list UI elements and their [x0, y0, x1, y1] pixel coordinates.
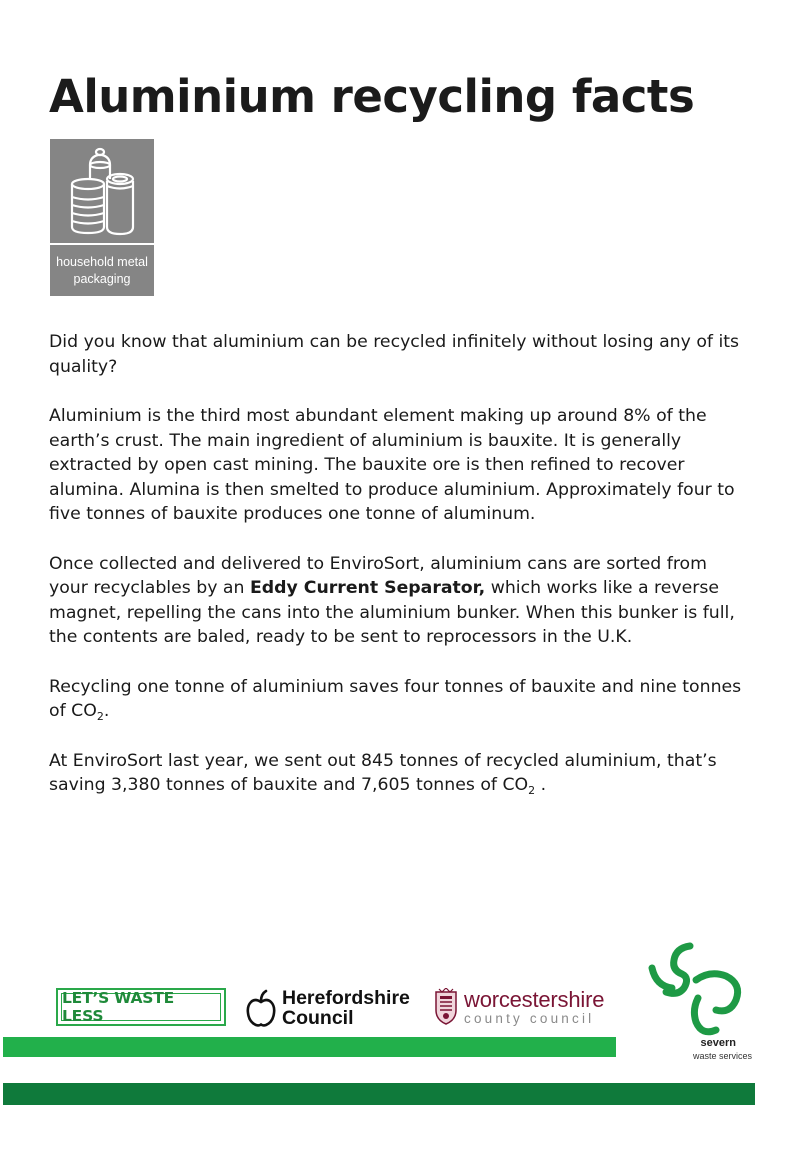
eddy-current-separator-term: Eddy Current Separator, — [249, 578, 486, 598]
page-title: Aluminium recycling facts — [49, 70, 695, 123]
coat-of-arms-icon — [434, 988, 458, 1026]
apple-icon — [246, 989, 276, 1027]
paragraph-savings-per-tonne: Recycling one tonne of aluminium saves four tonnes of bauxite and nine tonnes of $CO_2$. — [49, 676, 742, 723]
herefordshire-council-logo: Herefordshire Council — [246, 988, 410, 1028]
bright-green-bar — [3, 1037, 616, 1057]
household-metal-packaging-badge — [50, 139, 154, 296]
paragraph-last-year-totals: At EnviroSort last year, we sent out 845 tonnes of recycled aluminium, that’s saving 3,380 tonnes of bauxite and 7,605 tonnes of $CO_2$ . — [49, 750, 717, 797]
paragraph-bauxite: Aluminium is the third most abundant element making up around 8% of the earth’s crust. The main ingredient of aluminium is bauxite. It is generally extracted by open cast mining. The bauxite ore is then refined to recover alumina. Alumina is then smelted to produce aluminium. Approximately four to five tonnes of bauxite produces one tonne of aluminum. — [49, 406, 735, 524]
lets-waste-less-logo: LET’S WASTE LESS — [56, 988, 226, 1026]
worcestershire-county-council-logo: worcestershire county council — [434, 987, 604, 1027]
dark-green-bar — [3, 1083, 755, 1105]
metal-cans-icon — [50, 139, 154, 243]
badge-label: household metal packaging — [56, 255, 148, 286]
severn-name: severn — [700, 1037, 736, 1049]
paragraph-infinite-recycling: Did you know that aluminium can be recycled infinitely without losing any of its quality? — [49, 332, 740, 377]
severn-tagline: waste services — [692, 1051, 752, 1061]
paragraph-envirosort-sorting: Once collected and delivered to EnviroSort, aluminium cans are sorted from your recyclables by an Eddy Current Separator, which works like a reverse magnet, repelling the cans into the aluminium bunker. When this bunker is full, the contents are baled, ready to be sent to reprocessors in the U.K. — [49, 553, 735, 647]
article-body — [49, 330, 749, 823]
badge-divider — [50, 243, 154, 245]
